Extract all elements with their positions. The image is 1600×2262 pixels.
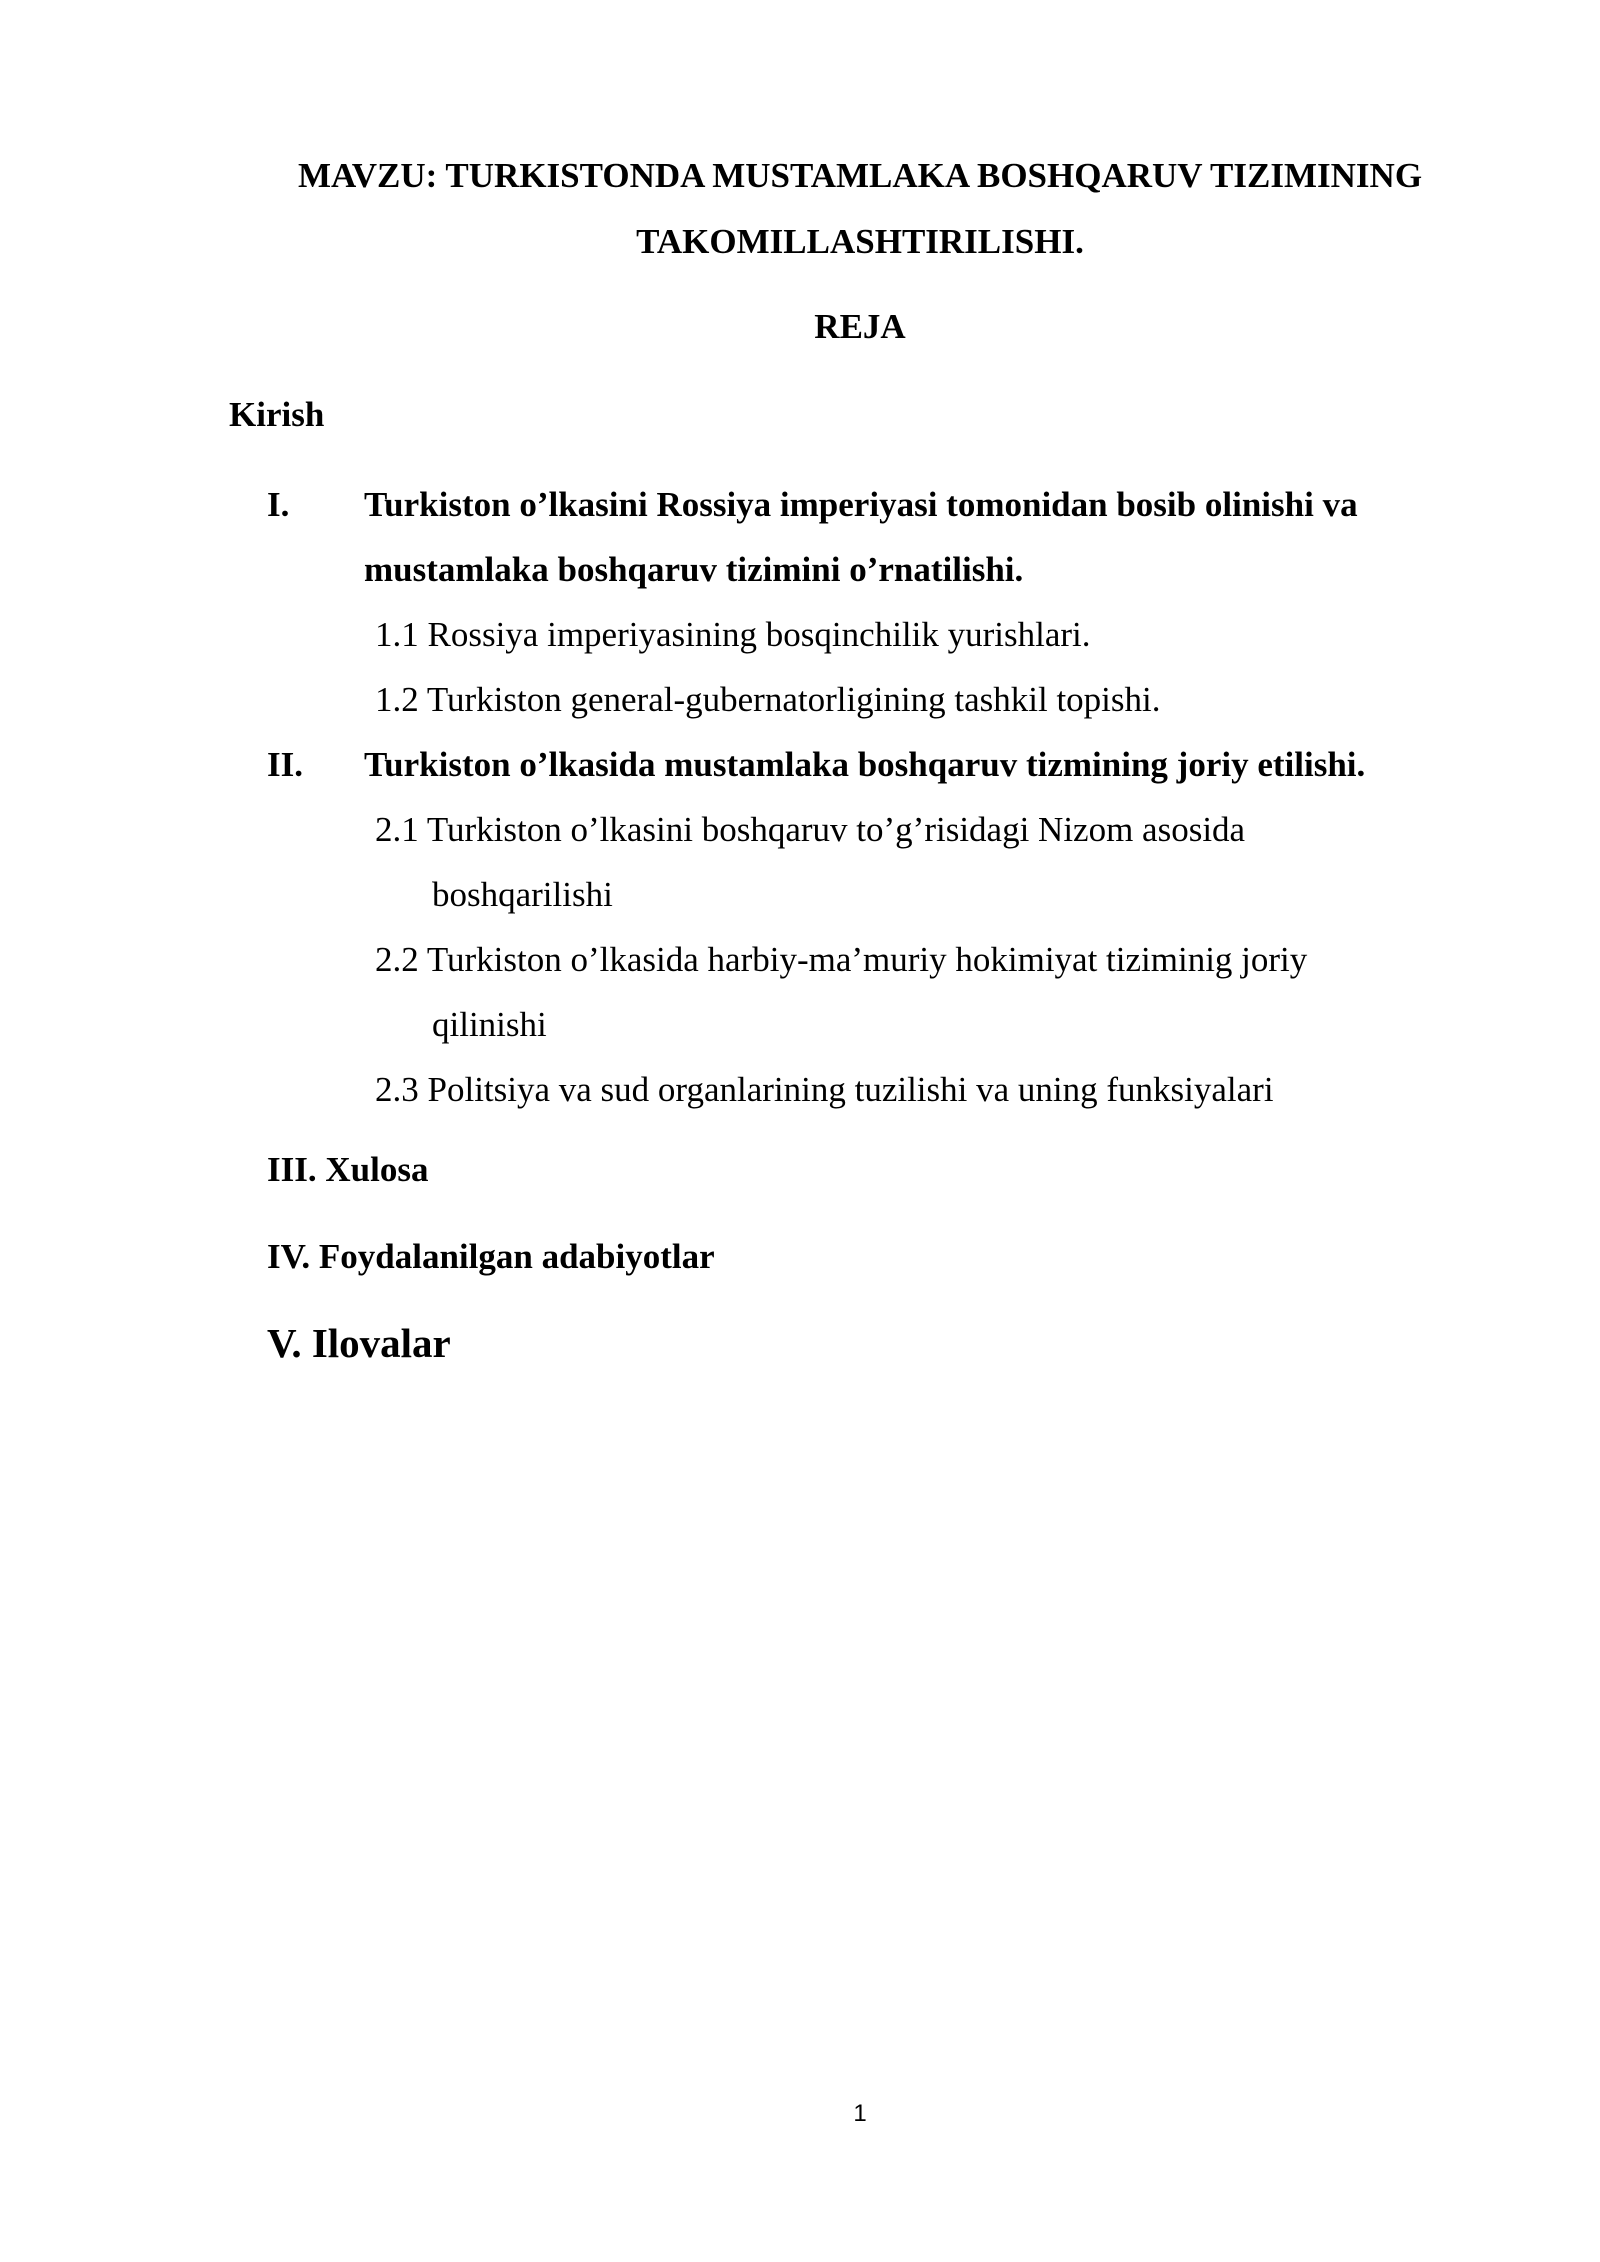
subsection-2-1-line-1: 2.1 Turkiston o’lkasini boshqaruv to’g’risidagi Nizom asosida [375, 810, 1246, 849]
references-heading: IV. Foydalanilgan adabiyotlar [267, 1237, 715, 1276]
appendices-heading: V. Ilovalar [267, 1320, 451, 1366]
subsection-2-2 [375, 927, 1455, 1057]
subsection-1-2: 1.2 Turkiston general-gubernatorligining tashkil topishi. [375, 680, 1161, 719]
subsection-2-2-line-1: 2.2 Turkiston o’lkasida harbiy-ma’muriy hokimiyat tiziminig joriy [375, 940, 1308, 979]
subsection-1-1: 1.1 Rossiya imperiyasining bosqinchilik yurishlari. [375, 615, 1091, 654]
conclusion-heading: III. Xulosa [267, 1150, 429, 1189]
subsection-2-1-line-2: boshqarilishi [432, 875, 613, 914]
title-line-1: MAVZU: TURKISTONDA MUSTAMLAKA BOSHQARUV TIZIMINING [297, 156, 1423, 195]
introduction-heading: Kirish [229, 395, 325, 434]
page-title [220, 143, 1500, 275]
page-number: 1 [853, 2100, 867, 2127]
section-2-number: II. [267, 745, 303, 784]
subsection-2-3: 2.3 Politsiya va sud organlarining tuzilishi va uning funksiyalari [375, 1070, 1274, 1109]
section-1-title-line-1: Turkiston o’lkasini Rossiya imperiyasi tomonidan bosib olinishi va [364, 485, 1358, 524]
title-line-2: TAKOMILLASHTIRILISHI. [636, 222, 1084, 261]
plan-heading: REJA [814, 307, 906, 346]
subsection-2-1 [375, 797, 1455, 927]
section-1-number: I. [267, 485, 290, 524]
section-1-title-line-2: mustamlaka boshqaruv tizimini o’rnatilishi. [364, 550, 1024, 589]
subsection-2-2-line-2: qilinishi [432, 1005, 547, 1044]
section-2-title: Turkiston o’lkasida mustamlaka boshqaruv tizmining joriy etilishi. [364, 745, 1366, 784]
